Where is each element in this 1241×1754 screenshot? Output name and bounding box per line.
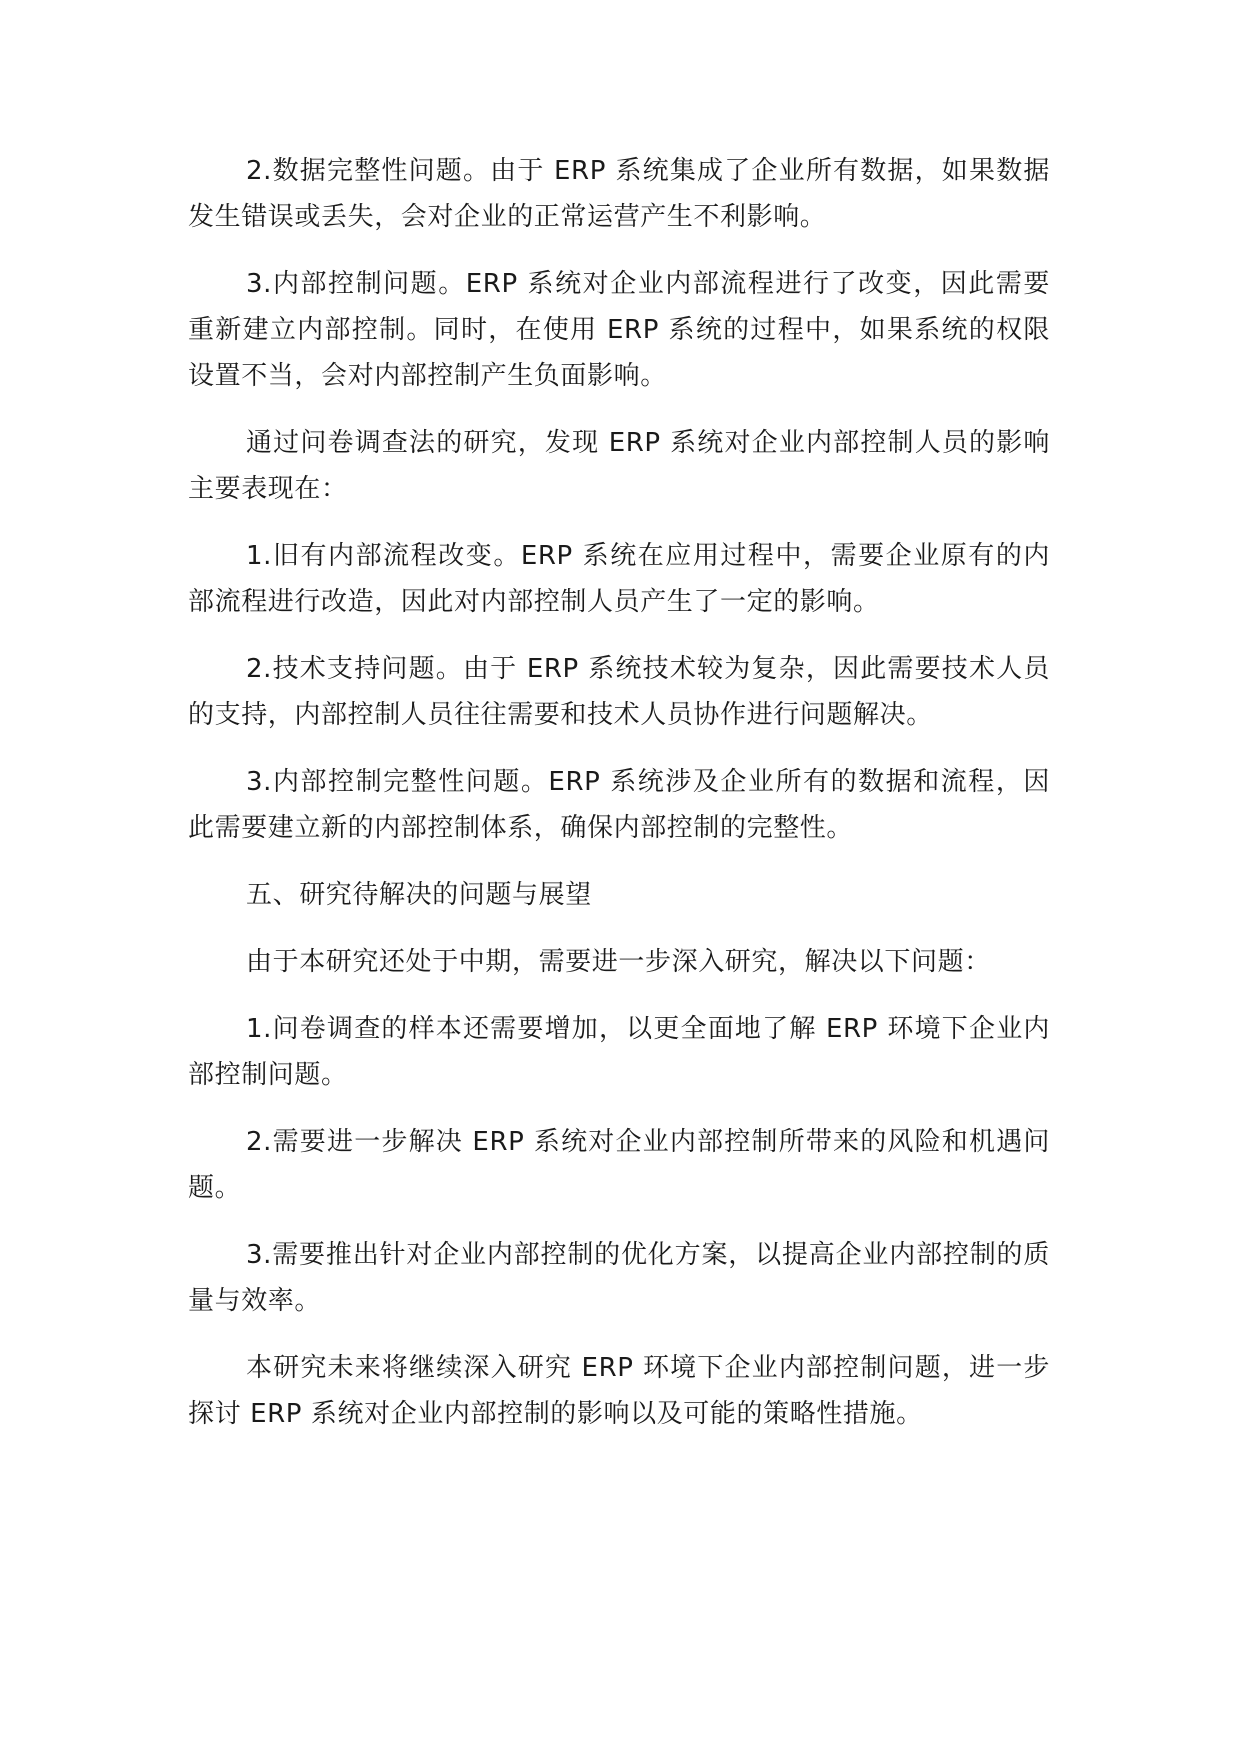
- paragraph-future-work: 本研究未来将继续深入研究 ERP 环境下企业内部控制问题，进一步探讨 ERP 系统对企业内部控制的影响以及可能的策略性措施。: [188, 1353, 1050, 1429]
- paragraph-research-stage: 由于本研究还处于中期，需要进一步深入研究，解决以下问题：: [246, 947, 991, 977]
- paragraph-sample-size: 1.问卷调查的样本还需要增加，以更全面地了解 ERP 环境下企业内部控制问题。: [188, 1014, 1050, 1090]
- paragraph-internal-control: 3.内部控制问题。ERP 系统对企业内部流程进行了改变，因此需要重新建立内部控制。同时，在使用 ERP 系统的过程中，如果系统的权限设置不当，会对内部控制产生负面影响。: [188, 269, 1050, 391]
- paragraph-process-change: 1.旧有内部流程改变。ERP 系统在应用过程中，需要企业原有的内部流程进行改造，因此对内部控制人员产生了一定的影响。: [188, 541, 1050, 617]
- document-body: [188, 148, 1050, 1458]
- section-heading: 五、研究待解决的问题与展望: [246, 880, 592, 910]
- paragraph-optimization: 3.需要推出针对企业内部控制的优化方案，以提高企业内部控制的质量与效率。: [188, 1240, 1050, 1316]
- paragraph-tech-support: 2.技术支持问题。由于 ERP 系统技术较为复杂，因此需要技术人员的支持，内部控制人员往往需要和技术人员协作进行问题解决。: [188, 654, 1050, 730]
- paragraph-control-completeness: 3.内部控制完整性问题。ERP 系统涉及企业所有的数据和流程，因此需要建立新的内部控制体系，确保内部控制的完整性。: [188, 767, 1050, 843]
- paragraph-risks-opportunities: 2.需要进一步解决 ERP 系统对企业内部控制所带来的风险和机遇问题。: [188, 1127, 1050, 1203]
- paragraph-survey-findings: 通过问卷调查法的研究，发现 ERP 系统对企业内部控制人员的影响主要表现在：: [188, 428, 1050, 504]
- paragraph-data-integrity: 2.数据完整性问题。由于 ERP 系统集成了企业所有数据，如果数据发生错误或丢失，会对企业的正常运营产生不利影响。: [188, 156, 1050, 232]
